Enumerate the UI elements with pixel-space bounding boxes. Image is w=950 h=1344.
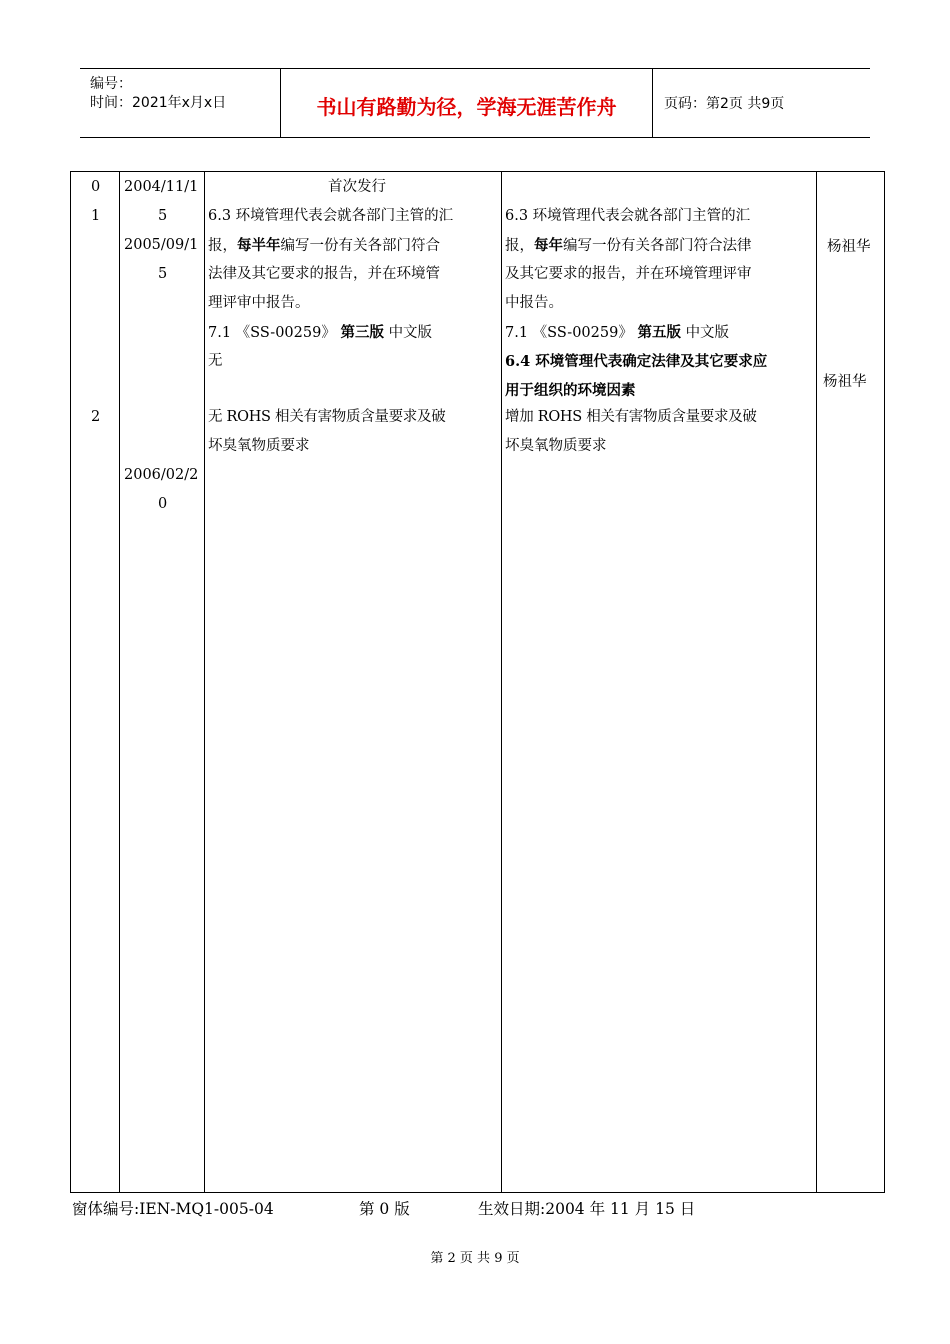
- new-line: 中报告。: [505, 295, 563, 311]
- date-cell: 5: [158, 208, 168, 224]
- old-bold: 每半年: [237, 237, 281, 254]
- version-cell: 2: [91, 409, 101, 425]
- old-line: 坏臭氧物质要求: [208, 438, 310, 454]
- date-cell: 2004/11/1: [124, 179, 199, 195]
- new-line: 用于组织的环境因素: [505, 382, 636, 399]
- date-cell: 5: [158, 266, 168, 282]
- header-motto: 书山有路勤为径，学海无涯苦作舟: [281, 69, 653, 137]
- new-line: 6.3 环境管理代表会就各部门主管的汇: [505, 208, 751, 224]
- new-line: 及其它要求的报告，并在环境管理评审: [505, 266, 752, 282]
- column-divider: [501, 172, 502, 1192]
- old-line: 无: [208, 353, 223, 369]
- new-line-mixed: [505, 318, 729, 348]
- effective-date: 生效日期:2004 年 11 月 15 日: [478, 1200, 696, 1218]
- revision-table: [70, 171, 885, 1193]
- old-line: 编写一份有关各部门符合: [280, 238, 440, 254]
- page-number: 第 2 页 共 9 页: [430, 1251, 520, 1266]
- number-label: 编号：: [90, 76, 132, 92]
- date-cell: 2006/02/2: [124, 467, 199, 483]
- form-number: 窗体编号:IEN-MQ1-005-04: [72, 1200, 274, 1218]
- new-line-mixed: [505, 231, 752, 261]
- first-issue: 首次发行: [328, 179, 386, 195]
- old-line: 法律及其它要求的报告，并在环境管: [208, 266, 440, 282]
- approver-cell: 杨祖华: [823, 374, 867, 390]
- old-line: 理评审中报告。: [208, 295, 310, 311]
- old-line: 中文版: [388, 325, 433, 341]
- new-line: 报，: [505, 238, 534, 254]
- column-divider: [204, 172, 205, 1192]
- version-cell: 0: [91, 179, 101, 195]
- form-edition: 第 0 版: [359, 1200, 410, 1218]
- date-cell: 2005/09/1: [124, 237, 199, 253]
- new-line: 坏臭氧物质要求: [505, 438, 607, 454]
- new-line: 6.4 环境管理代表确定法律及其它要求应: [505, 353, 768, 370]
- header-meta: [80, 69, 281, 137]
- version-cell: 1: [91, 208, 101, 224]
- old-line-mixed: [208, 231, 440, 261]
- new-line: 增加 ROHS 相关有害物质含量要求及破: [505, 409, 757, 425]
- new-line: 7.1 《SS-00259》: [505, 325, 633, 341]
- new-bold: 每年: [534, 237, 563, 254]
- old-line: 报，: [208, 238, 237, 254]
- header-page-label: 页码：第2页 共9页: [664, 96, 785, 112]
- page-header: [80, 68, 870, 138]
- new-bold: 第五版: [637, 324, 681, 341]
- old-line: 7.1 《SS-00259》: [208, 325, 336, 341]
- old-line: 无 ROHS 相关有害物质含量要求及破: [208, 409, 446, 425]
- approver-cell: 杨祖华: [827, 239, 871, 255]
- old-bold: 第三版: [340, 324, 384, 341]
- new-line: 中文版: [685, 325, 730, 341]
- column-divider: [816, 172, 817, 1192]
- old-line: 6.3 环境管理代表会就各部门主管的汇: [208, 208, 454, 224]
- column-divider: [119, 172, 120, 1192]
- time-label: 时间：2021年x月x日: [90, 95, 227, 111]
- date-cell: 0: [158, 496, 168, 512]
- old-line-mixed: [208, 318, 432, 348]
- new-line: 编写一份有关各部门符合法律: [563, 238, 752, 254]
